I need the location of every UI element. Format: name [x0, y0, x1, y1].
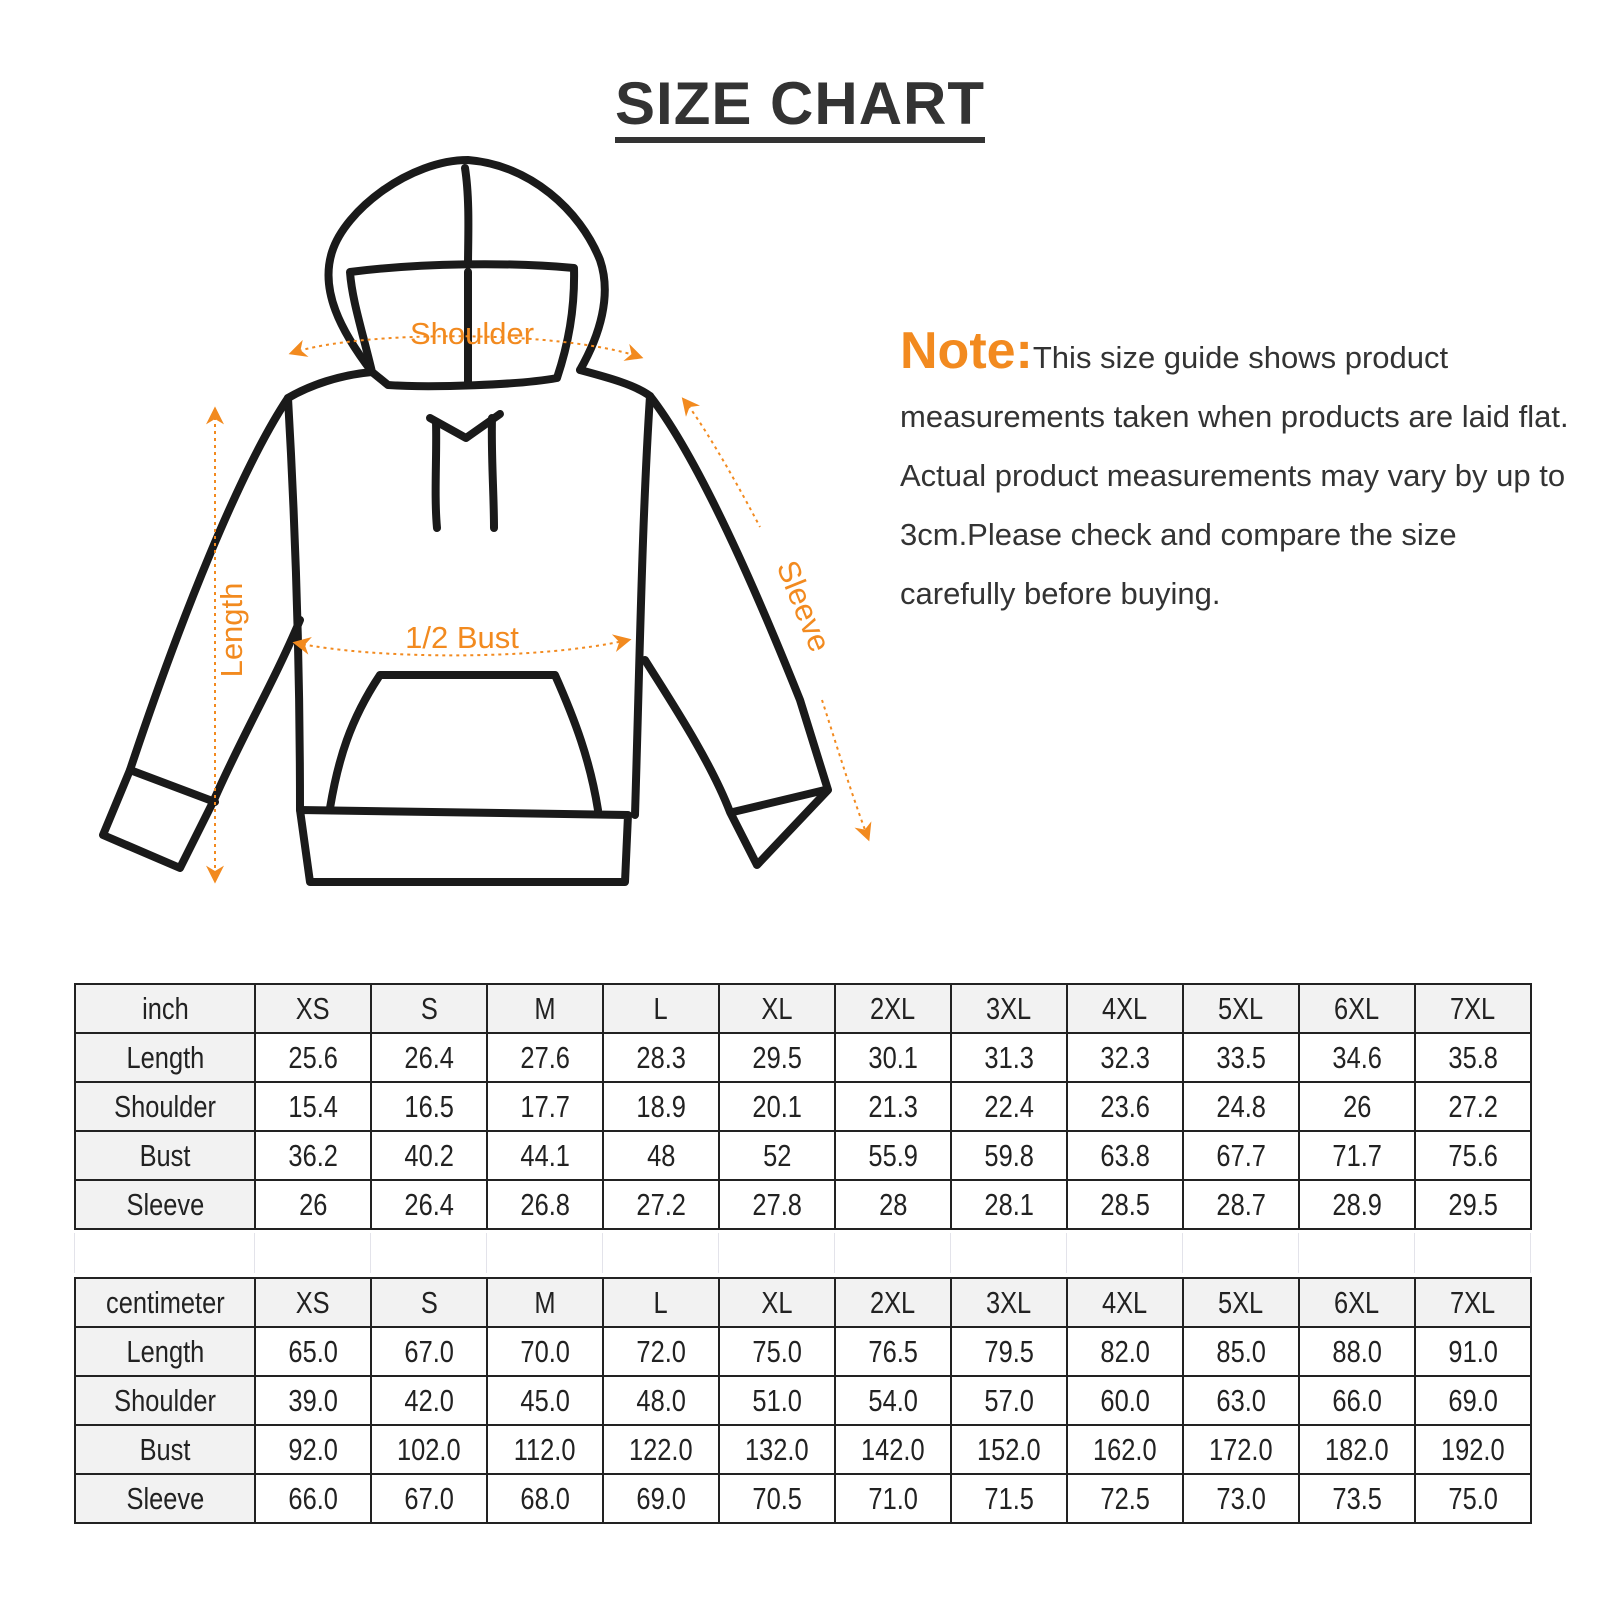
cell-value: 26	[298, 1186, 328, 1222]
spacer-column-guide	[950, 1233, 951, 1273]
table-cell	[1183, 1131, 1299, 1180]
cell-value: 34.6	[1332, 1039, 1382, 1075]
table-cell	[835, 1425, 951, 1474]
measurement-label-cell	[75, 1082, 255, 1131]
size-header-cell	[719, 1278, 835, 1327]
table-cell	[719, 1376, 835, 1425]
size-label: 4XL	[1102, 990, 1148, 1026]
size-header-cell	[255, 1278, 371, 1327]
cell-value: 192.0	[1441, 1431, 1505, 1467]
table-cell	[487, 1131, 603, 1180]
table-cell	[371, 1474, 487, 1523]
cell-value: 26	[1342, 1088, 1372, 1124]
size-label: 5XL	[1218, 990, 1264, 1026]
table-cell	[719, 1425, 835, 1474]
size-label: XL	[761, 1284, 793, 1320]
cell-value: 142.0	[861, 1431, 925, 1467]
cell-value: 39.0	[288, 1382, 338, 1418]
cell-value: 85.0	[1216, 1333, 1266, 1369]
measurement-label-cell	[75, 1131, 255, 1180]
table-cell	[487, 1425, 603, 1474]
cell-value: 71.7	[1332, 1137, 1382, 1173]
size-label: XS	[296, 1284, 330, 1320]
size-header-cell	[1299, 1278, 1415, 1327]
cell-value: 48.0	[636, 1382, 686, 1418]
cell-value: 71.5	[984, 1480, 1034, 1516]
cell-value: 76.5	[868, 1333, 918, 1369]
table-cell	[835, 1033, 951, 1082]
measurement-label: Shoulder	[114, 1088, 216, 1124]
table-cell	[255, 1082, 371, 1131]
cell-value: 42.0	[404, 1382, 454, 1418]
table-cell	[719, 1033, 835, 1082]
spacer-column-guide	[1530, 1233, 1531, 1273]
cell-value: 182.0	[1325, 1431, 1389, 1467]
table-cell	[1299, 1033, 1415, 1082]
size-header-cell	[835, 1278, 951, 1327]
table-cell	[835, 1376, 951, 1425]
cell-value: 73.5	[1332, 1480, 1382, 1516]
cell-value: 91.0	[1448, 1333, 1498, 1369]
table-cell	[951, 1327, 1067, 1376]
page-title-wrap	[0, 72, 1600, 143]
sleeve-label: Sleeve	[769, 555, 838, 657]
table-cell	[1067, 1425, 1183, 1474]
table-cell	[1183, 1033, 1299, 1082]
size-table-inch	[74, 983, 1532, 1230]
table-cell	[719, 1082, 835, 1131]
table-cell	[1299, 1082, 1415, 1131]
table-row	[75, 1474, 1531, 1523]
cell-value: 70.5	[752, 1480, 802, 1516]
size-label: M	[534, 990, 556, 1026]
cell-value: 27.2	[636, 1186, 686, 1222]
bust-label: 1/2 Bust	[405, 620, 519, 655]
cell-value: 92.0	[288, 1431, 338, 1467]
size-header-cell	[255, 984, 371, 1033]
sleeve-measure-line-bottom	[822, 700, 868, 838]
cell-value: 23.6	[1100, 1088, 1150, 1124]
cell-value: 28.5	[1100, 1186, 1150, 1222]
cell-value: 75.0	[752, 1333, 802, 1369]
table-cell	[603, 1082, 719, 1131]
table-cell	[371, 1425, 487, 1474]
table-cell	[951, 1131, 1067, 1180]
table-header-row	[75, 984, 1531, 1033]
cell-value: 75.0	[1448, 1480, 1498, 1516]
spacer-column-guide	[718, 1233, 719, 1273]
table-cell	[835, 1327, 951, 1376]
size-header-cell	[1067, 1278, 1183, 1327]
table-cell	[835, 1474, 951, 1523]
size-header-cell	[603, 984, 719, 1033]
table-cell	[1067, 1033, 1183, 1082]
cell-value: 29.5	[752, 1039, 802, 1075]
table-cell	[951, 1474, 1067, 1523]
cell-value: 70.0	[520, 1333, 570, 1369]
unit-label: inch	[141, 990, 189, 1026]
spacer-column-guide	[1182, 1233, 1183, 1273]
cell-value: 24.8	[1216, 1088, 1266, 1124]
size-label: 3XL	[986, 1284, 1032, 1320]
table-cell	[1299, 1474, 1415, 1523]
cell-value: 72.5	[1100, 1480, 1150, 1516]
measurement-label: Length	[126, 1039, 204, 1075]
size-label: L	[653, 990, 669, 1026]
cell-value: 27.6	[520, 1039, 570, 1075]
cell-value: 36.2	[288, 1137, 338, 1173]
measurement-label: Length	[126, 1333, 204, 1369]
cell-value: 33.5	[1216, 1039, 1266, 1075]
table-cell	[1067, 1180, 1183, 1229]
spacer-column-guide	[254, 1233, 255, 1273]
cell-value: 26.4	[404, 1186, 454, 1222]
measurement-label: Sleeve	[126, 1186, 204, 1222]
size-header-cell	[603, 1278, 719, 1327]
cell-value: 16.5	[404, 1088, 454, 1124]
table-cell	[1415, 1376, 1531, 1425]
cell-value: 59.8	[984, 1137, 1034, 1173]
cell-value: 18.9	[636, 1088, 686, 1124]
table-cell	[1299, 1327, 1415, 1376]
spacer-column-guide	[834, 1233, 835, 1273]
cell-value: 27.2	[1448, 1088, 1498, 1124]
measurement-label-cell	[75, 1425, 255, 1474]
cell-value: 35.8	[1448, 1039, 1498, 1075]
size-table-centimeter	[74, 1277, 1532, 1524]
cell-value: 28.1	[984, 1186, 1034, 1222]
table-cell	[1067, 1327, 1183, 1376]
measurement-label-cell	[75, 1327, 255, 1376]
size-header-cell	[951, 984, 1067, 1033]
table-cell	[371, 1131, 487, 1180]
unit-label: centimeter	[105, 1284, 225, 1320]
size-header-cell	[719, 984, 835, 1033]
note-block	[900, 322, 1570, 623]
measure-lines	[215, 336, 868, 880]
size-label: 2XL	[870, 990, 916, 1026]
cell-value: 132.0	[745, 1431, 809, 1467]
measurement-label: Bust	[139, 1137, 191, 1173]
size-header-cell	[1415, 1278, 1531, 1327]
cell-value: 67.0	[404, 1480, 454, 1516]
cell-value: 31.3	[984, 1039, 1034, 1075]
table-row	[75, 1327, 1531, 1376]
size-label: 7XL	[1450, 1284, 1496, 1320]
table-cell	[719, 1327, 835, 1376]
table-cell	[603, 1376, 719, 1425]
size-label: 5XL	[1218, 1284, 1264, 1320]
cell-value: 48	[646, 1137, 676, 1173]
cell-value: 28.7	[1216, 1186, 1266, 1222]
table-cell	[371, 1082, 487, 1131]
spacer-column-guide	[1298, 1233, 1299, 1273]
cell-value: 21.3	[868, 1088, 918, 1124]
size-label: 2XL	[870, 1284, 916, 1320]
size-header-cell	[487, 1278, 603, 1327]
page-title: SIZE CHART	[615, 72, 985, 143]
size-label: 4XL	[1102, 1284, 1148, 1320]
table-cell	[1415, 1033, 1531, 1082]
size-label: XS	[296, 990, 330, 1026]
table-cell	[951, 1082, 1067, 1131]
table-row	[75, 1082, 1531, 1131]
cell-value: 72.0	[636, 1333, 686, 1369]
cell-value: 63.8	[1100, 1137, 1150, 1173]
hoodie-diagram	[80, 140, 900, 900]
shoulder-label: Shoulder	[409, 316, 535, 351]
table-cell	[1415, 1474, 1531, 1523]
cell-value: 29.5	[1448, 1186, 1498, 1222]
cell-value: 26.8	[520, 1186, 570, 1222]
cell-value: 79.5	[984, 1333, 1034, 1369]
cell-value: 15.4	[288, 1088, 338, 1124]
cell-value: 75.6	[1448, 1137, 1498, 1173]
table-cell	[603, 1327, 719, 1376]
cell-value: 52	[762, 1137, 792, 1173]
cell-value: 122.0	[629, 1431, 693, 1467]
table-cell	[603, 1425, 719, 1474]
table-cell	[1067, 1131, 1183, 1180]
table-cell	[371, 1376, 487, 1425]
cell-value: 82.0	[1100, 1333, 1150, 1369]
cell-value: 40.2	[404, 1137, 454, 1173]
cell-value: 20.1	[752, 1088, 802, 1124]
unit-header-cell	[75, 984, 255, 1033]
table-cell	[1299, 1425, 1415, 1474]
cell-value: 27.8	[752, 1186, 802, 1222]
table-cell	[1183, 1376, 1299, 1425]
measurement-label: Sleeve	[126, 1480, 204, 1516]
cell-value: 69.0	[636, 1480, 686, 1516]
measurement-label-cell	[75, 1376, 255, 1425]
cell-value: 28.9	[1332, 1186, 1382, 1222]
size-label: 3XL	[986, 990, 1032, 1026]
table-cell	[603, 1131, 719, 1180]
size-header-cell	[1183, 1278, 1299, 1327]
table-cell	[1067, 1376, 1183, 1425]
cell-value: 66.0	[288, 1480, 338, 1516]
cell-value: 68.0	[520, 1480, 570, 1516]
cell-value: 45.0	[520, 1382, 570, 1418]
table-cell	[835, 1180, 951, 1229]
table-cell	[1067, 1082, 1183, 1131]
size-header-cell	[951, 1278, 1067, 1327]
cell-value: 172.0	[1209, 1431, 1273, 1467]
size-label: 6XL	[1334, 990, 1380, 1026]
table-cell	[255, 1180, 371, 1229]
cell-value: 60.0	[1100, 1382, 1150, 1418]
cell-value: 25.6	[288, 1039, 338, 1075]
size-label: L	[653, 1284, 669, 1320]
measurement-label-cell	[75, 1474, 255, 1523]
cell-value: 28.3	[636, 1039, 686, 1075]
table-cell	[1415, 1131, 1531, 1180]
spacer-column-guide	[1414, 1233, 1415, 1273]
table-cell	[487, 1327, 603, 1376]
cell-value: 26.4	[404, 1039, 454, 1075]
table-cell	[1183, 1082, 1299, 1131]
spacer-column-guide	[486, 1233, 487, 1273]
measurement-label: Shoulder	[114, 1382, 216, 1418]
cell-value: 152.0	[977, 1431, 1041, 1467]
cell-value: 102.0	[397, 1431, 461, 1467]
spacer-column-guide	[370, 1233, 371, 1273]
table-row	[75, 1376, 1531, 1425]
size-header-cell	[371, 984, 487, 1033]
size-header-cell	[487, 984, 603, 1033]
note-label: Note:	[900, 322, 1033, 380]
length-label: Length	[214, 582, 249, 678]
table-cell	[1067, 1474, 1183, 1523]
table-cell	[719, 1180, 835, 1229]
cell-value: 54.0	[868, 1382, 918, 1418]
table-cell	[835, 1131, 951, 1180]
size-label: XL	[761, 990, 793, 1026]
table-cell	[951, 1425, 1067, 1474]
size-header-cell	[835, 984, 951, 1033]
size-label: S	[420, 1284, 438, 1320]
measurement-label-cell	[75, 1033, 255, 1082]
table-header-row	[75, 1278, 1531, 1327]
table-cell	[371, 1033, 487, 1082]
table-cell	[603, 1180, 719, 1229]
table-cell	[255, 1425, 371, 1474]
table-cell	[1415, 1327, 1531, 1376]
table-cell	[1183, 1425, 1299, 1474]
cell-value: 71.0	[868, 1480, 918, 1516]
table-cell	[1299, 1376, 1415, 1425]
table-cell	[487, 1180, 603, 1229]
table-cell	[1183, 1327, 1299, 1376]
cell-value: 28	[878, 1186, 908, 1222]
table-cell	[487, 1082, 603, 1131]
cell-value: 32.3	[1100, 1039, 1150, 1075]
measurement-label-cell	[75, 1180, 255, 1229]
size-label: M	[534, 1284, 556, 1320]
table-row	[75, 1180, 1531, 1229]
cell-value: 57.0	[984, 1382, 1034, 1418]
table-cell	[719, 1131, 835, 1180]
size-label: S	[420, 990, 438, 1026]
table-cell	[1415, 1082, 1531, 1131]
table-cell	[255, 1376, 371, 1425]
table-cell	[951, 1180, 1067, 1229]
cell-value: 88.0	[1332, 1333, 1382, 1369]
size-label: 6XL	[1334, 1284, 1380, 1320]
cell-value: 51.0	[752, 1382, 802, 1418]
measurement-label: Bust	[139, 1431, 191, 1467]
table-cell	[603, 1474, 719, 1523]
table-cell	[1299, 1131, 1415, 1180]
table-cell	[1183, 1474, 1299, 1523]
cell-value: 73.0	[1216, 1480, 1266, 1516]
table-cell	[255, 1327, 371, 1376]
cell-value: 22.4	[984, 1088, 1034, 1124]
table-cell	[255, 1131, 371, 1180]
table-cell	[371, 1180, 487, 1229]
spacer-column-guide	[1066, 1233, 1067, 1273]
table-cell	[951, 1376, 1067, 1425]
table-cell	[835, 1082, 951, 1131]
table-cell	[487, 1376, 603, 1425]
table-cell	[1183, 1180, 1299, 1229]
table-cell	[1415, 1180, 1531, 1229]
cell-value: 17.7	[520, 1088, 570, 1124]
cell-value: 65.0	[288, 1333, 338, 1369]
table-row	[75, 1131, 1531, 1180]
table-cell	[487, 1033, 603, 1082]
hoodie-outline	[103, 160, 828, 882]
table-cell	[1299, 1180, 1415, 1229]
table-cell	[371, 1327, 487, 1376]
table-cell	[255, 1474, 371, 1523]
cell-value: 63.0	[1216, 1382, 1266, 1418]
spacer-column-guide	[74, 1233, 75, 1273]
cell-value: 112.0	[514, 1431, 576, 1467]
size-header-cell	[1067, 984, 1183, 1033]
cell-value: 30.1	[868, 1039, 918, 1075]
cell-value: 69.0	[1448, 1382, 1498, 1418]
size-label: 7XL	[1450, 990, 1496, 1026]
size-header-cell	[1183, 984, 1299, 1033]
cell-value: 66.0	[1332, 1382, 1382, 1418]
unit-header-cell	[75, 1278, 255, 1327]
table-row	[75, 1425, 1531, 1474]
note-text: This size guide shows product measurements taken when products are laid flat. Actual product measurements may vary by up to 3cm.Please check and compare the size carefully before buying.	[900, 340, 1569, 611]
table-cell	[951, 1033, 1067, 1082]
table-spacer	[74, 1233, 1540, 1273]
table-cell	[1415, 1425, 1531, 1474]
table-cell	[487, 1474, 603, 1523]
spacer-column-guide	[602, 1233, 603, 1273]
cell-value: 67.7	[1216, 1137, 1266, 1173]
cell-value: 44.1	[520, 1137, 570, 1173]
table-cell	[719, 1474, 835, 1523]
cell-value: 162.0	[1093, 1431, 1157, 1467]
table-cell	[255, 1033, 371, 1082]
size-header-cell	[1415, 984, 1531, 1033]
table-cell	[603, 1033, 719, 1082]
size-header-cell	[371, 1278, 487, 1327]
size-header-cell	[1299, 984, 1415, 1033]
cell-value: 67.0	[404, 1333, 454, 1369]
cell-value: 55.9	[868, 1137, 918, 1173]
table-row	[75, 1033, 1531, 1082]
